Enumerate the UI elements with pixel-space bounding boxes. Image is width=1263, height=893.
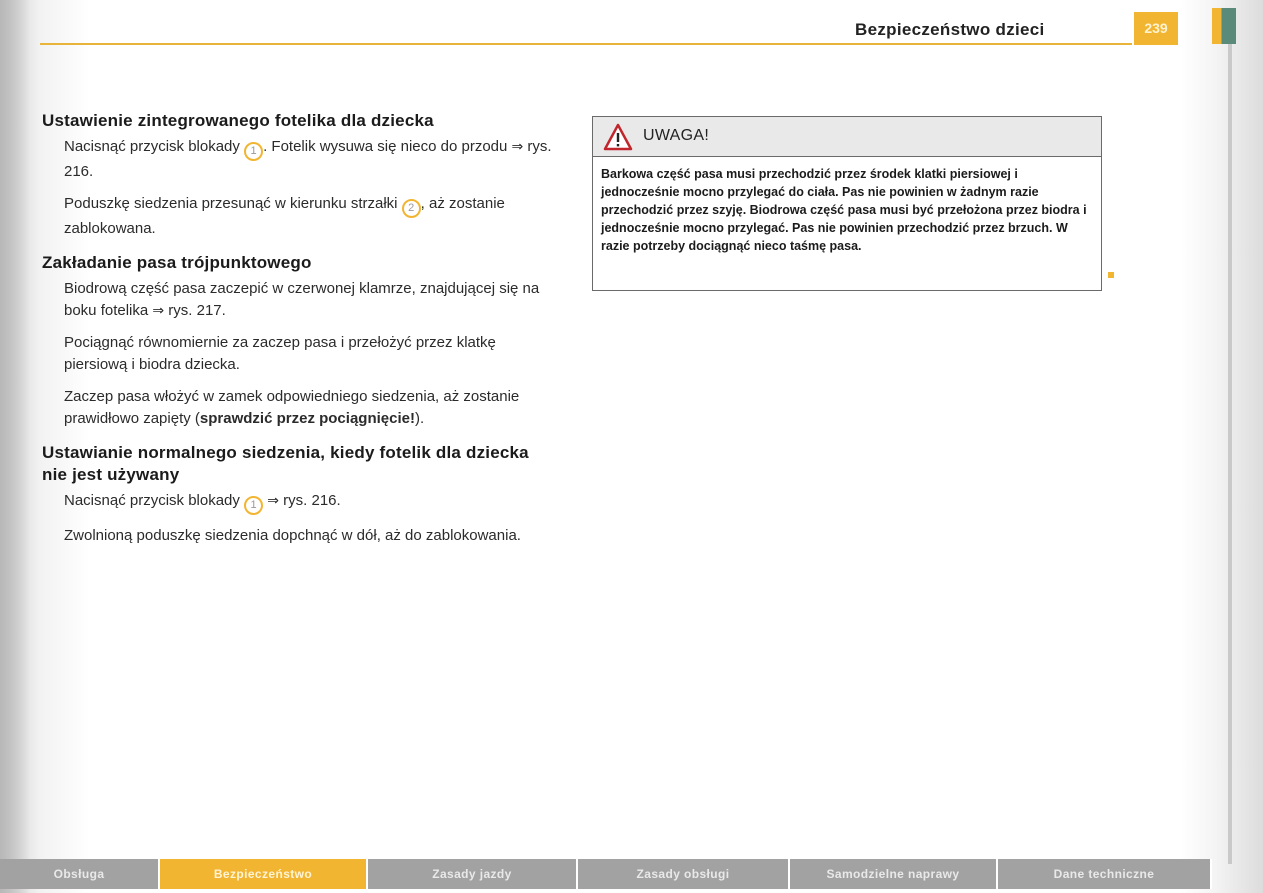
step-emphasis: sprawdzić przez pociągnięcie! [199,410,415,427]
warning-title: UWAGA! [643,127,710,144]
tab-zasady-obslugi[interactable]: Zasady obsługi [578,859,790,889]
callout-marker: 2 [402,199,421,218]
step-text: . Fotelik wysuwa się nieco do przodu [263,138,512,155]
tab-bezpieczenstwo[interactable]: Bezpieczeństwo [160,859,368,889]
figure-reference: rys. 217. [164,302,226,319]
chapter-nav [0,855,1212,893]
step-text: Zaczep pasa włożyć w zamek odpowiedniego siedzenia, aż zostanie prawidłowo zapięty ( [64,388,520,427]
warning-header [593,117,1101,157]
step-item [42,193,552,240]
step-item [42,525,552,547]
step-item [42,278,552,322]
page-header-title: Bezpieczeństwo dzieci [855,20,1045,39]
figure-reference: rys. 216. [278,492,341,509]
step-text: Pociągnąć równomiernie za zaczep pasa i przełożyć przez klatkę piersiową i biodra dziecka. [64,334,496,373]
step-item [42,386,552,430]
step-text: Nacisnąć przycisk blokady [64,138,245,155]
section-heading: Ustawienie zintegrowanego fotelika dla dziecka [42,111,434,130]
tab-dane-techniczne[interactable]: Dane techniczne [998,859,1212,889]
warning-text: Barkowa część pasa musi przechodzić przez środek klatki piersiowej i jednocześnie mocno przylegać do ciała. Pas nie powinien w żadnym razie przechodzić przez szyję. Biodrowa część pasa musi być przełożona przez biodra i jednocześnie mocno przylegać. Pas nie powinien przechodzić przez brzuch. W razie potrzeby dociągnąć nieco taśmę pasa. [601,167,1087,253]
figure-reference: rys. 216. [64,138,552,180]
step-item [42,490,552,515]
page-number: 239 [1134,12,1178,45]
step-text: ). [414,410,425,427]
warning-triangle-icon [603,123,633,151]
step-text: , aż zostanie zablokowana. [64,195,505,237]
instructions-column [42,110,552,547]
section-heading: Zakładanie pasa trójpunktowego [42,253,312,272]
page-gutter-shadow [0,0,30,893]
header-rule [40,43,1132,45]
callout-marker: 1 [244,496,263,515]
step-item [42,136,552,183]
reference-arrow: ⇒ [267,493,279,509]
step-text: Nacisnąć przycisk blokady [64,492,245,509]
section-end-marker [1108,272,1114,278]
chapter-corner-tab [1212,8,1236,44]
tab-zasady-jazdy[interactable]: Zasady jazdy [368,859,578,889]
step-item [42,332,552,376]
warning-box [592,116,1102,291]
reference-arrow: ⇒ [511,139,524,155]
tab-samodzielne-naprawy[interactable]: Samodzielne naprawy [790,859,998,889]
step-text: Biodrową część pasa zaczepić w czerwonej klamrze, znajdującej się na boku fotelika [64,280,540,319]
reference-arrow: ⇒ [152,303,165,319]
page-edge [1228,44,1232,864]
step-text: Zwolnioną poduszkę siedzenia dopchnąć w dół, aż do zablokowania. [64,527,521,544]
callout-marker: 1 [244,142,263,161]
section-heading: Ustawianie normalnego siedzenia, kiedy fotelik dla dziecka nie jest używany [42,443,529,484]
tab-obsluga[interactable]: Obsługa [0,859,160,889]
step-text: Poduszkę siedzenia przesunąć w kierunku strzałki [64,195,402,212]
